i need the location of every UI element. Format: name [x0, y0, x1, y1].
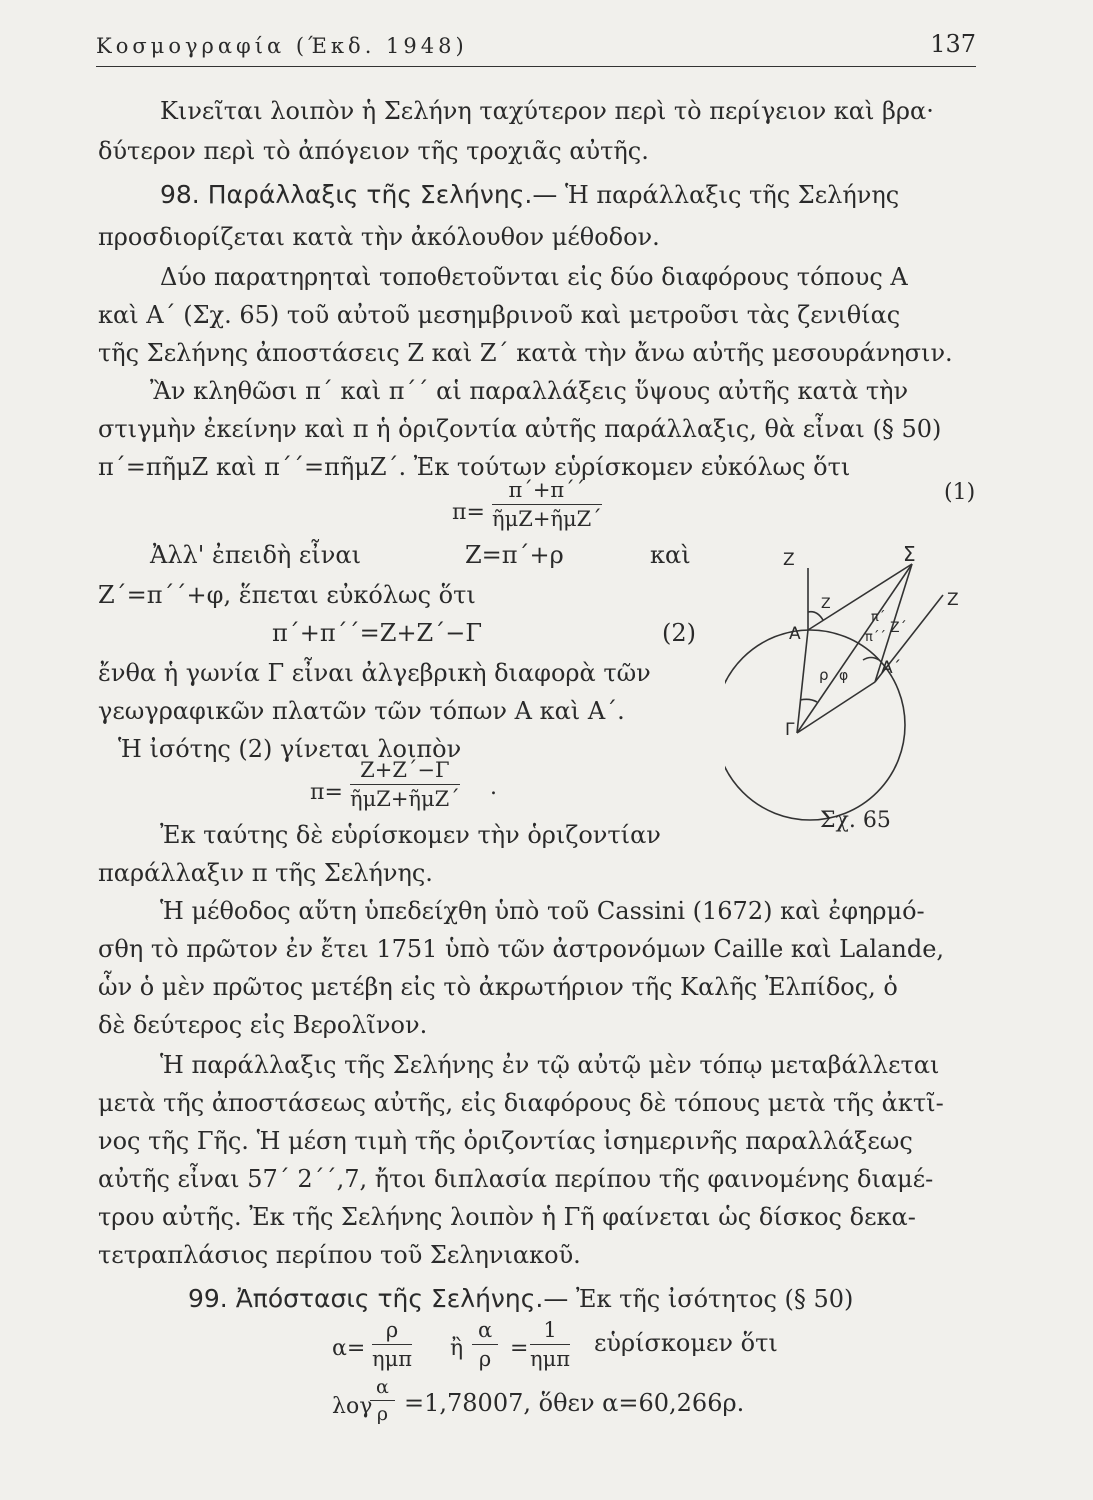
label-Sigma: Σ	[903, 542, 916, 566]
eq4-frac1-den: ημπ	[372, 1347, 413, 1371]
eq4-frac2-num: α	[472, 1318, 498, 1345]
text-line: στιγμὴν ἐκείνην καὶ π ἡ ὁριζοντία αὐτῆς παράλλαξις, θὰ εἶναι (§ 50)	[98, 415, 942, 443]
eq1-denominator: ῆμΖ+ῆμΖ΄	[492, 507, 602, 531]
label-Gamma: Γ	[785, 720, 795, 740]
eq2-tag: (2)	[662, 619, 696, 647]
text-line: Ἡ παράλλαξις τῆς Σελήνης ἐν τῷ αὐτῷ μὲν τόπῳ μεταβάλλεται	[160, 1051, 940, 1079]
eq3-fraction	[350, 758, 460, 811]
text-line: μετὰ τῆς ἀποστάσεως αὐτῆς, εἰς διαφόρους δὲ τόπους μετὰ τῆς ἀκτῖ-	[98, 1089, 944, 1117]
text-line: καὶ	[650, 541, 691, 569]
section-98-heading: 98. Παράλλαξις τῆς Σελήνης.—	[160, 180, 558, 209]
text-fragment: Ἐκ τῆς ἰσότητος (§ 50)	[576, 1285, 854, 1313]
eq4-frac2	[472, 1318, 498, 1371]
text-line: παράλλαξιν π τῆς Σελήνης.	[98, 859, 433, 887]
text-line: δύτερον περὶ τὸ ἀπόγειον τῆς τροχιᾶς αὐτῆς.	[98, 137, 649, 165]
text-line: σθη τὸ πρῶτον ἐν ἔτει 1751 ὑπὸ τῶν ἀστρονόμων Caille καὶ Lalande,	[98, 935, 945, 963]
text-line: Δύο παρατηρηταὶ τοποθετοῦνται εἰς δύο διαφόρους τόπους Α	[160, 263, 908, 291]
label-Z: Ζ	[783, 550, 795, 570]
eq4-a-lhs: α=	[332, 1336, 366, 1361]
eq1-fraction	[492, 478, 602, 531]
equation-2: π΄+π΄΄=Ζ+Ζ΄−Γ	[272, 619, 482, 647]
eq1-lhs: π=	[452, 500, 485, 525]
radius-A2	[797, 682, 875, 733]
section-98-line: 98. Παράλλαξις τῆς Σελήνης.— Ἡ παράλλαξις τῆς Σελήνης	[160, 180, 900, 209]
text-line: προσδιορίζεται κατὰ τὴν ἀκόλουθον μέθοδον.	[98, 223, 660, 251]
text-line: καὶ Α΄ (Σχ. 65) τοῦ αὐτοῦ μεσημβρινοῦ καὶ μετροῦσι τὰς ζενιθίας	[98, 301, 901, 329]
log-fraction	[370, 1376, 395, 1425]
eq3-tail: .	[490, 775, 497, 800]
eq4-frac2-den: ρ	[478, 1347, 492, 1371]
equation-inline: Ζ=π΄+ρ	[465, 541, 564, 569]
section-99-line	[188, 1284, 853, 1314]
figure-caption: Σχ. 65	[820, 808, 891, 833]
text-line: =1,78007, ὅθεν α=60,266ρ.	[404, 1389, 745, 1417]
text-line: Κινεῖται λοιπὸν ἡ Σελήνη ταχύτερον περὶ τὸ περίγειον καὶ βρα·	[160, 97, 934, 125]
text-line: ὧν ὁ μὲν πρῶτος μετέβη εἰς τὸ ἀκρωτήριον τῆς Καλῆς Ἐλπίδος, ὁ	[98, 973, 898, 1001]
eq4-frac3-num: 1	[530, 1318, 570, 1345]
log-label: λογ	[332, 1394, 373, 1419]
figure-65	[725, 540, 985, 840]
eq4-or: ἢ	[450, 1336, 464, 1361]
text-line: τῆς Σελήνης ἀποστάσεις Ζ καὶ Ζ΄ κατὰ τὴν ἄνω αὐτῆς μεσουράνησιν.	[98, 339, 953, 367]
log-frac-num: α	[370, 1376, 395, 1401]
log-frac-den: ρ	[376, 1403, 388, 1425]
label-z-small: Ζ	[821, 596, 831, 612]
angle-arc-rho	[800, 699, 817, 702]
figure-65-drawing	[725, 540, 985, 840]
eq4-frac1	[372, 1318, 412, 1371]
header-rule	[96, 66, 976, 67]
label-z2-small: Ζ΄	[890, 620, 907, 636]
label-pi2: π΄΄	[865, 630, 886, 645]
page-number: 137	[930, 30, 976, 58]
page-header	[96, 30, 976, 70]
angle-arc-pi	[863, 658, 879, 661]
eq3-lhs: π=	[310, 780, 343, 805]
eq1-numerator: π΄+π΄΄	[492, 478, 602, 505]
label-rho: ρ	[819, 666, 829, 684]
label-A: Α	[789, 624, 801, 644]
label-Z-right: Ζ	[947, 590, 959, 610]
text-line: δὲ δεύτερος εἰς Βερολῖνον.	[98, 1011, 428, 1039]
eq4-frac3	[530, 1318, 570, 1371]
running-title: Κοσμογραφία (Έκδ. 1948)	[96, 34, 468, 58]
text-line: Ζ΄=π΄΄+φ, ἕπεται εὐκόλως ὅτι	[98, 581, 476, 609]
text-line: Ἂν κληθῶσι π΄ καὶ π΄΄ αἱ παραλλάξεις ὕψους αὐτῆς κατὰ τὴν	[150, 377, 909, 405]
eq4-equals: =	[510, 1336, 529, 1361]
text-line: Ἡ ἰσότης (2) γίνεται λοιπὸν	[118, 735, 462, 763]
label-A2: Α΄	[881, 658, 902, 678]
eq1-tag: (1)	[944, 480, 976, 505]
text-line: π΄=πῆμΖ καὶ π΄΄=πῆμΖ΄. Ἐκ τούτων εὑρίσκομεν εὐκόλως ὅτι	[98, 453, 851, 481]
text-line: αὐτῆς εἶναι 57΄ 2΄΄,7, ἤτοι διπλασία περίπου τῆς φαινομένης διαμέ-	[98, 1165, 934, 1193]
text-line: γεωγραφικῶν πλατῶν τῶν τόπων Α καὶ Α΄.	[98, 697, 625, 725]
radius-A	[797, 630, 808, 733]
text-fragment: εὑρίσκομεν ὅτι	[594, 1329, 778, 1357]
text-line: νος τῆς Γῆς. Ἡ μέση τιμὴ τῆς ὁριζοντίας ἰσημερινῆς παραλλάξεως	[98, 1127, 913, 1155]
text-line: Ἐκ ταύτης δὲ εὑρίσκομεν τὴν ὁριζοντίαν	[160, 821, 661, 849]
angle-arc-z	[808, 612, 823, 620]
eq4-frac1-num: ρ	[372, 1318, 412, 1345]
label-pi1: π΄	[871, 610, 886, 625]
earth-circle	[725, 630, 905, 820]
text-line: Ἀλλ' ἐπειδὴ εἶναι	[150, 541, 361, 569]
text-line: Ἡ μέθοδος αὕτη ὑπεδείχθη ὑπὸ τοῦ Cassini (1672) καὶ ἐφηρμό-	[160, 897, 925, 925]
eq3-numerator: Ζ+Ζ΄−Γ	[350, 758, 460, 785]
text-line: ἔνθα ἡ γωνία Γ εἶναι ἀλγεβρικὴ διαφορὰ τῶν	[98, 659, 651, 687]
text-line: τετραπλάσιος περίπου τοῦ Σεληνιακοῦ.	[98, 1241, 581, 1269]
label-phi: φ	[839, 668, 849, 684]
text-line: τρου αὐτῆς. Ἐκ τῆς Σελήνης λοιπὸν ἡ Γῆ φαίνεται ὡς δίσκος δεκα-	[98, 1203, 916, 1231]
eq4-frac3-den: ημπ	[530, 1347, 571, 1371]
line-gamma-to-sigma	[797, 564, 912, 733]
eq3-denominator: ῆμΖ+ῆμΖ΄	[350, 787, 460, 811]
section-99-heading: 99. Ἀπόστασις τῆς Σελήνης.—	[188, 1284, 569, 1313]
